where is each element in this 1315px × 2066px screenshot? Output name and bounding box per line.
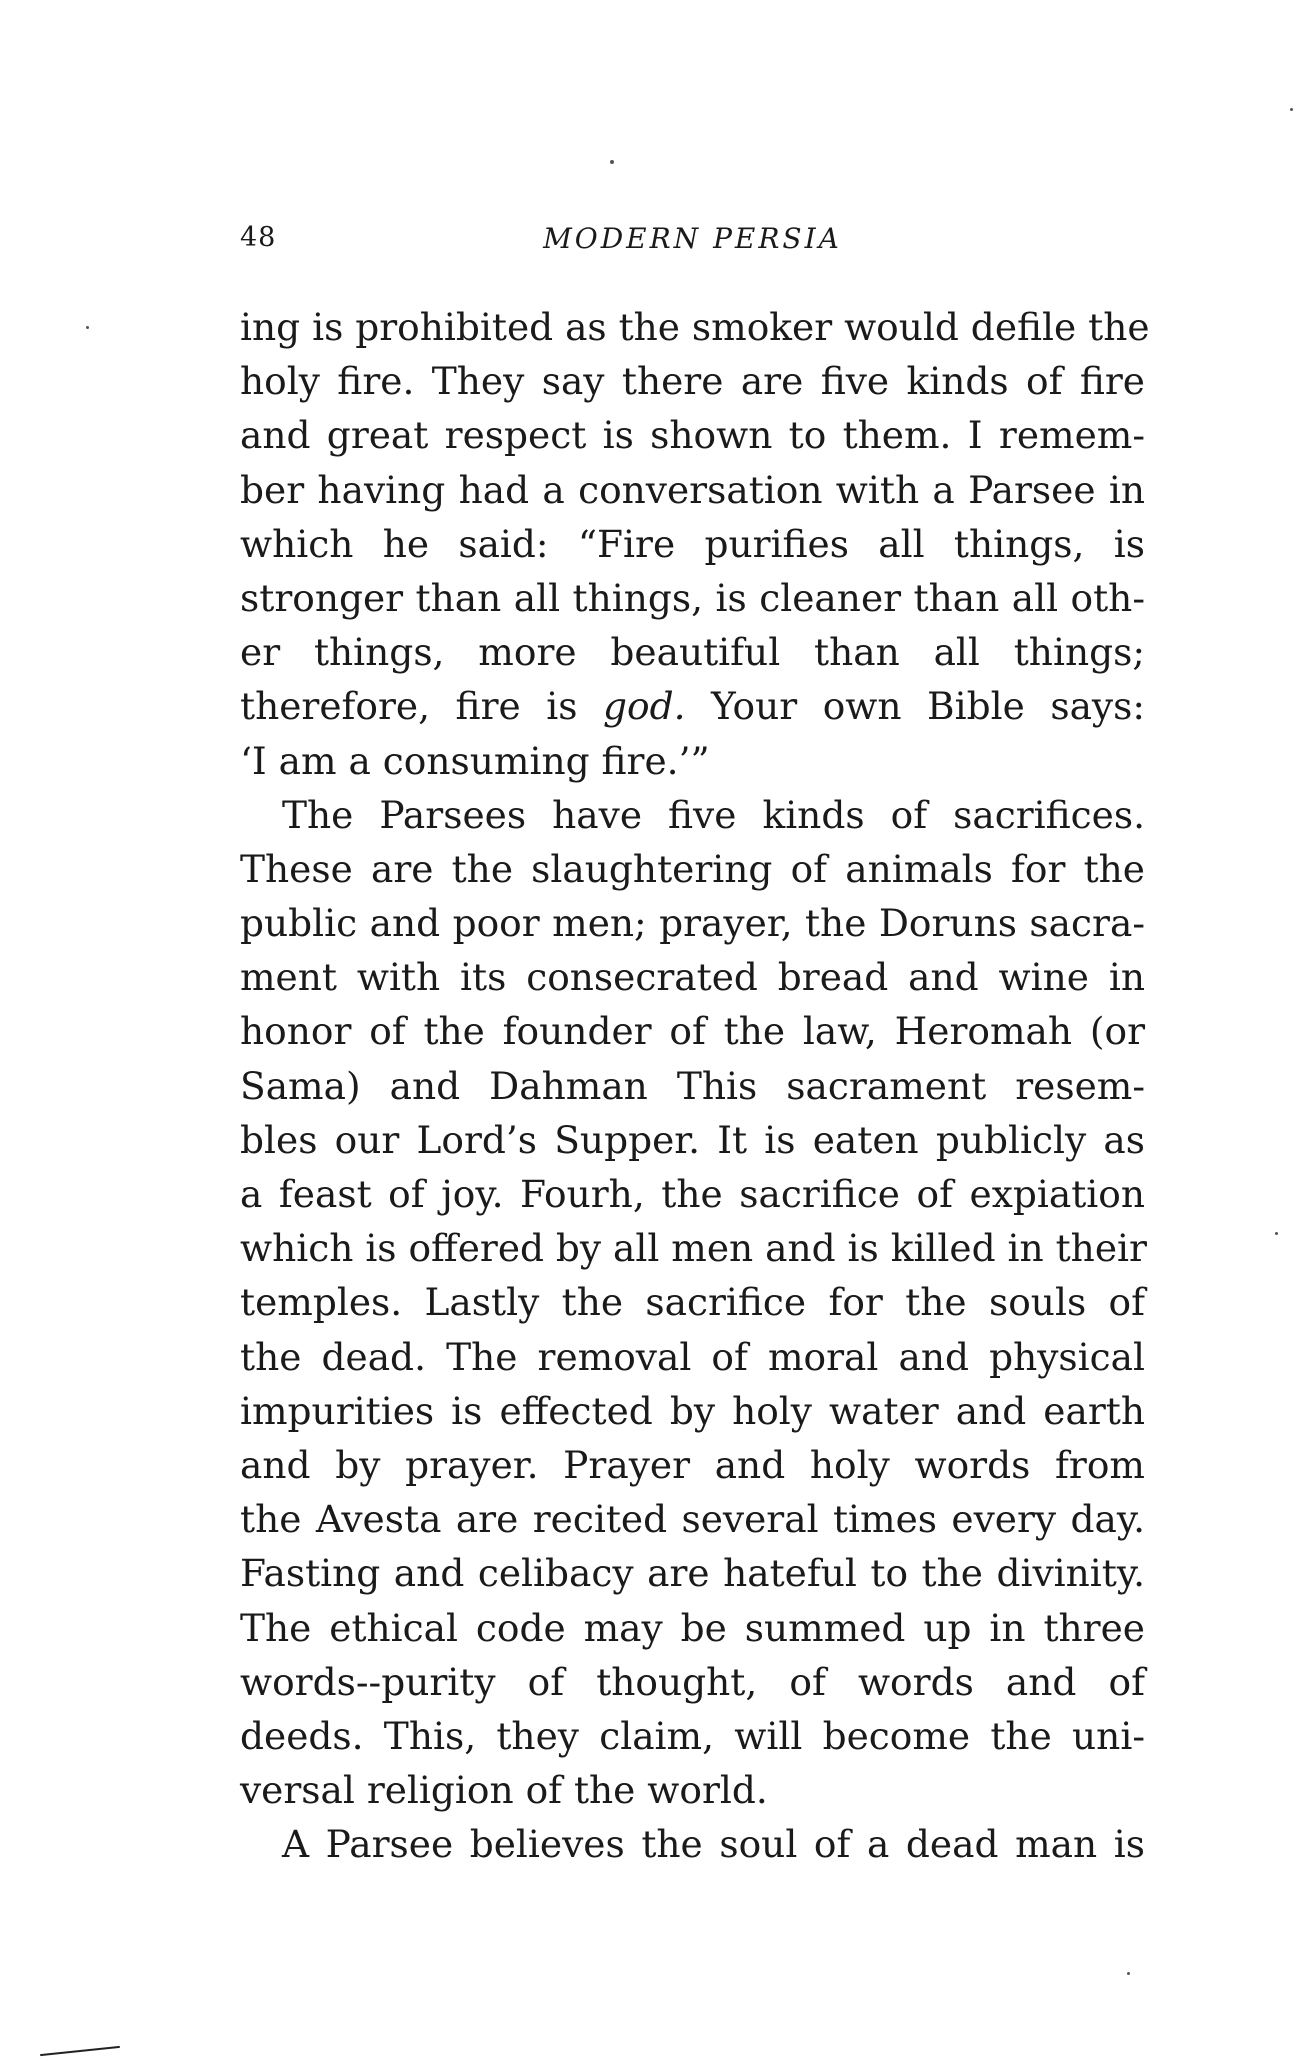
text-line: stronger than all things, is cleaner than all oth-: [240, 575, 1145, 620]
text-line: Fasting and celibacy are hateful to the divinity.: [240, 1551, 1145, 1596]
text-fragment: Your own Bible says:: [685, 684, 1145, 729]
scan-speck: [86, 326, 89, 329]
text-line: the Avesta are recited several times every day.: [240, 1497, 1145, 1542]
text-line: The ethical code may be summed up in three: [240, 1605, 1145, 1650]
scan-smudge: [40, 2046, 120, 2056]
text-line: These are the slaughtering of animals for the: [240, 846, 1145, 891]
text-line: impurities is effected by holy water and earth: [240, 1388, 1145, 1433]
scan-speck: [1275, 1232, 1278, 1235]
running-title: MODERN PERSIA: [543, 222, 842, 255]
text-line: the dead. The removal of moral and physical: [240, 1334, 1145, 1379]
text-line: and great respect is shown to them. I remem-: [240, 413, 1145, 458]
text-line: public and poor men; prayer, the Doruns sacra-: [240, 901, 1145, 946]
text-line: Sama) and Dahman This sacrament resem-: [240, 1063, 1145, 1108]
text-line: ing is prohibited as the smoker would defile the: [240, 305, 1150, 349]
text-line: which he said: “Fire purifies all things, is: [240, 521, 1145, 566]
text-line: ment with its consecrated bread and wine in: [240, 955, 1145, 1000]
scan-speck: [1290, 108, 1293, 111]
text-line: which is offered by all men and is killed in their: [240, 1226, 1147, 1271]
text-line: ber having had a conversation with a Parsee in: [240, 467, 1145, 512]
text-line: temples. Lastly the sacrifice for the souls of: [240, 1280, 1145, 1325]
text-line: The Parsees have five kinds of sacrifices.: [282, 792, 1145, 837]
text-line: er things, more beautiful than all things;: [240, 630, 1145, 675]
text-line: words--purity of thought, of words and of: [240, 1659, 1145, 1704]
text-line: versal religion of the world.: [240, 1768, 768, 1813]
text-line: A Parsee believes the soul of a dead man is: [282, 1822, 1145, 1867]
text-line: a feast of joy. Fourh, the sacrifice of expiation: [240, 1172, 1145, 1216]
text-line: ‘I am a consuming fire.’”: [240, 738, 710, 783]
text-line: and by prayer. Prayer and holy words from: [240, 1442, 1145, 1487]
text-line: bles our Lord’s Supper. It is eaten publicly as: [240, 1117, 1145, 1162]
text-line: deeds. This, they claim, will become the uni-: [240, 1713, 1145, 1758]
text-line: holy fire. They say there are five kinds of fire: [240, 359, 1145, 404]
text-line-with-italic: [240, 679, 1145, 733]
text-line: honor of the founder of the law, Heromah (or: [240, 1009, 1145, 1054]
text-fragment: therefore, fire is: [240, 684, 603, 729]
scan-speck: [1127, 1972, 1130, 1975]
italic-word: god.: [602, 684, 686, 729]
page-header: [240, 222, 1145, 262]
page-number: 48: [240, 222, 277, 253]
body-text: [240, 300, 1150, 1871]
scan-speck: [610, 160, 614, 164]
